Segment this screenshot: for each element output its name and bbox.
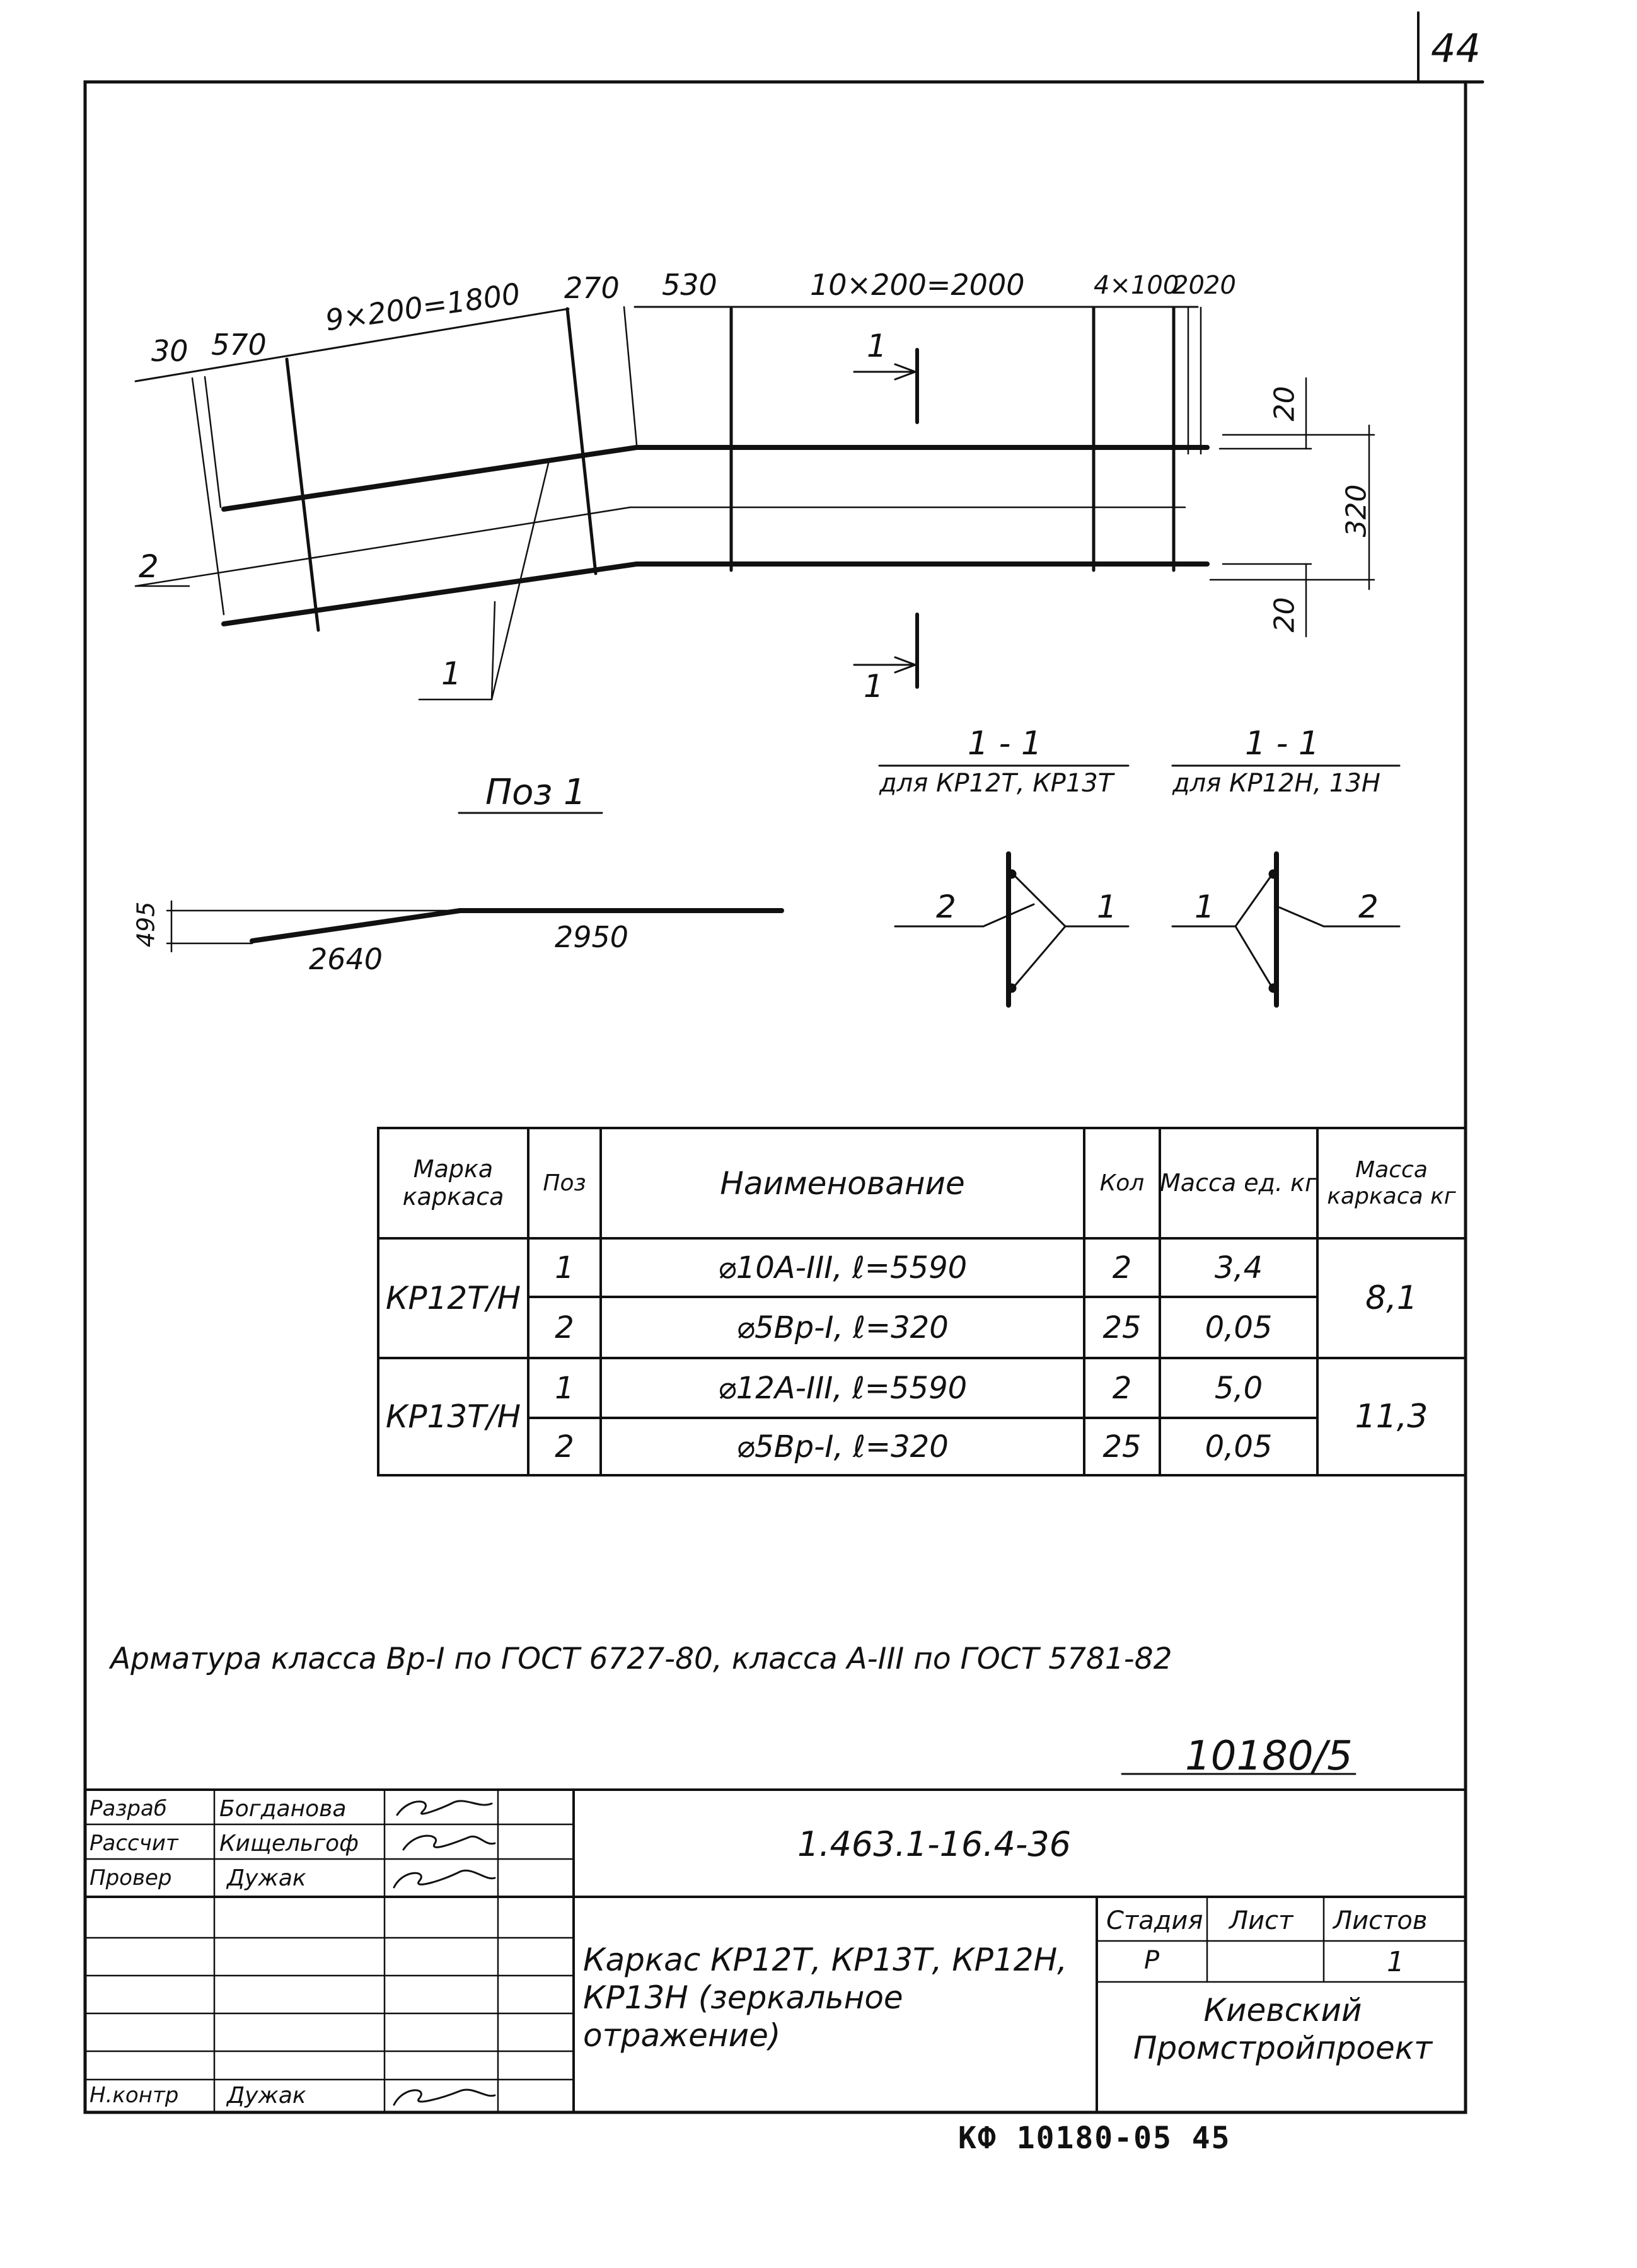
group2-row2-mass: 0,05	[1205, 1429, 1273, 1465]
dim-right-320: 320	[1340, 484, 1373, 538]
dim-530: 530	[662, 268, 717, 302]
tb-stage-header: Стадия	[1106, 1906, 1203, 1935]
dim-9x200: 9×200=1800	[323, 276, 523, 338]
group1-row1-pos: 1	[555, 1250, 574, 1286]
group1-total-mass: 8,1	[1365, 1279, 1418, 1317]
th-mark: Марка каркаса	[402, 1154, 504, 1211]
reinforcement-note: Арматура класса Вр-I по ГОСТ 6727-80, класса А-III по ГОСТ 5781-82	[110, 1642, 1172, 1676]
section-right-title: 1 - 1	[1245, 725, 1319, 763]
archive-number: 10180/5	[1185, 1733, 1353, 1780]
pos-label-1-leader: 1	[441, 655, 461, 692]
tb-name-3: Дужак	[227, 1865, 306, 1891]
dim-4x100: 4×100	[1094, 271, 1179, 300]
tb-role-2: Рассчит	[90, 1831, 178, 1856]
group2-row2-qty: 25	[1102, 1429, 1142, 1465]
poz1-dim-2640: 2640	[309, 942, 383, 976]
group1-row1-name: ⌀10А-III, ℓ=5590	[717, 1250, 968, 1286]
poz1-dim-2950: 2950	[555, 920, 629, 954]
group1-row2-pos: 2	[555, 1310, 574, 1345]
rebar-top	[224, 447, 637, 509]
dim-20b: 20	[1204, 271, 1236, 300]
bottom-code: КФ 10180-05 45	[958, 2121, 1231, 2156]
dim-20a: 20	[1172, 271, 1205, 300]
ext-line-270	[624, 307, 637, 444]
tb-org: Киевский Промстройпроект	[1133, 1992, 1433, 2066]
tb-role-3: Провер	[90, 1865, 172, 1891]
section-right-label-1: 1	[1194, 889, 1215, 925]
tb-sheets-value: 1	[1387, 1946, 1404, 1978]
poz1-dim-495: 495	[132, 901, 160, 948]
th-total-mass: Масса каркаса кг	[1327, 1157, 1456, 1209]
group2-row2-pos: 2	[555, 1429, 574, 1465]
dim-270: 270	[564, 271, 620, 305]
tb-stage-value: Р	[1144, 1946, 1160, 1975]
section-right-subtitle: для КР12Н, 13Н	[1172, 769, 1380, 798]
dim-570: 570	[211, 328, 267, 362]
section-right-triangle	[1235, 873, 1273, 989]
group2-row1-qty: 2	[1112, 1370, 1132, 1406]
section-right-label-2: 2	[1358, 889, 1379, 925]
group1-row2-qty: 25	[1102, 1310, 1142, 1345]
section-left-title: 1 - 1	[968, 725, 1042, 763]
th-name: Наименование	[720, 1165, 965, 1202]
tb-name-4: Дужак	[227, 2083, 306, 2109]
group1-row1-mass: 3,4	[1214, 1250, 1263, 1286]
group1-mark: КР12Т/Н	[385, 1280, 521, 1316]
group2-row1-mass: 5,0	[1214, 1370, 1263, 1406]
dim-10x200: 10×200=2000	[810, 268, 1025, 302]
th-pos: Поз	[543, 1170, 586, 1196]
group2-row1-pos: 1	[555, 1370, 574, 1406]
transverse-bar-2	[567, 309, 596, 573]
group2-total-mass: 11,3	[1355, 1398, 1428, 1436]
tb-doc-code: 1.463.1-16.4-36	[797, 1824, 1072, 1864]
group1-row2-mass: 0,05	[1205, 1310, 1273, 1345]
tb-name-1: Богданова	[219, 1796, 347, 1822]
poz1-bar-sloped	[252, 911, 460, 941]
poz1-title: Поз 1	[485, 772, 586, 813]
group1-row2-name: ⌀5Вр-I, ℓ=320	[736, 1310, 949, 1345]
sheet-corner-number: 44	[1431, 25, 1481, 71]
th-qty: Кол	[1099, 1170, 1145, 1196]
pos-label-1-section: 1	[867, 328, 887, 364]
tb-role-1: Разраб	[90, 1796, 167, 1821]
tb-sheet-header: Лист	[1229, 1906, 1293, 1935]
tb-title: Каркас КР12Т, КР13Т, КР12Н, КР13Н (зеркальное отражение)	[583, 1942, 1068, 2054]
dim-right-20-top: 20	[1268, 386, 1301, 422]
tb-sheets-header: Листов	[1333, 1906, 1428, 1935]
leader-1b	[492, 602, 495, 699]
section-left-label-1: 1	[1097, 889, 1117, 925]
tb-role-4: Н.контр	[90, 2083, 179, 2108]
section-left-label-2: 2	[936, 889, 956, 925]
section-mark-label-bottom: 1	[864, 668, 884, 705]
pos-label-2: 2	[139, 548, 159, 585]
dim-30: 30	[151, 334, 188, 368]
group1-row1-qty: 2	[1112, 1250, 1132, 1286]
section-right-leader-2	[1280, 907, 1324, 926]
section-left-triangle	[1012, 873, 1065, 989]
th-unit-mass: Масса ед. кг	[1160, 1168, 1317, 1197]
group2-row1-name: ⌀12А-III, ℓ=5590	[717, 1370, 968, 1406]
section-left-subtitle: для КР12Т, КР13Т	[879, 769, 1114, 798]
dim-right-20-bottom: 20	[1268, 597, 1301, 633]
tb-name-2: Кищельгоф	[219, 1831, 359, 1856]
group2-mark: КР13Т/Н	[385, 1398, 521, 1435]
rebar-bottom	[224, 564, 637, 624]
group2-row2-name: ⌀5Вр-I, ℓ=320	[736, 1429, 949, 1465]
